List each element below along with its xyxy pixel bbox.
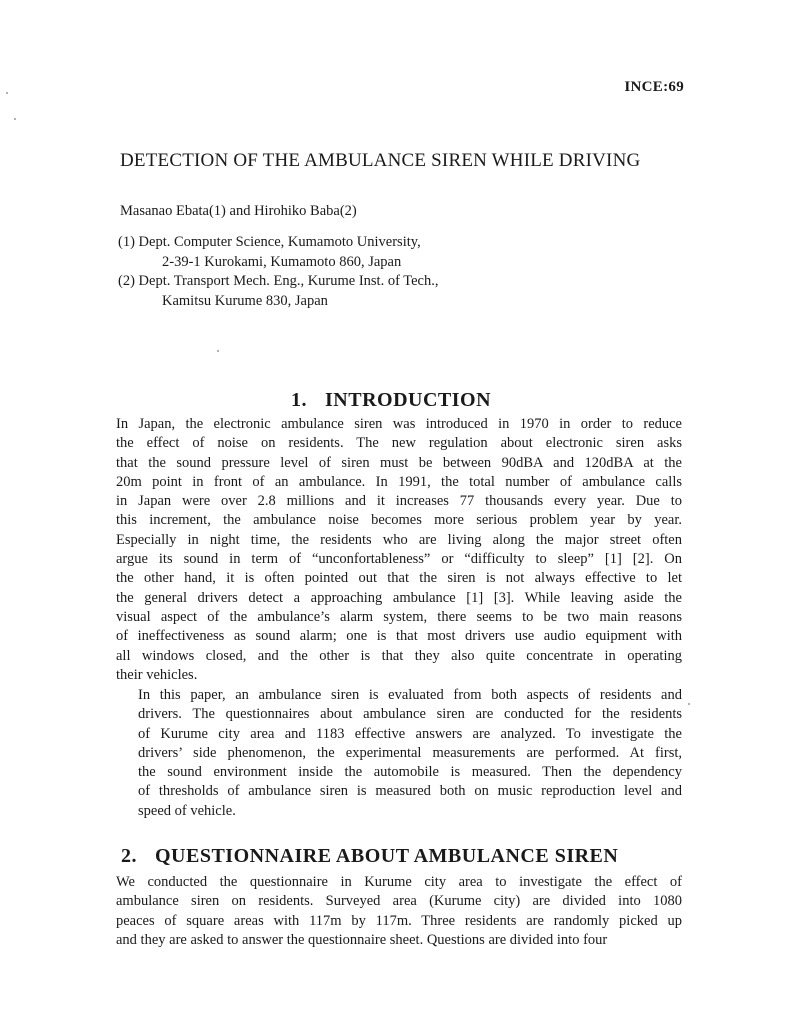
section-1-paragraph-1 xyxy=(116,415,682,685)
text-line: the other hand, it is often pointed out that the siren is not always effective to let xyxy=(116,570,682,587)
affiliation-1-line1: (1) Dept. Computer Science, Kumamoto University, xyxy=(118,234,421,250)
paper-code: INCE:69 xyxy=(624,79,684,95)
affiliation-2-line1: (2) Dept. Transport Mech. Eng., Kurume Inst. of Tech., xyxy=(118,273,439,289)
section-2-paragraph-1 xyxy=(116,873,682,950)
text-line: speed of vehicle. xyxy=(138,802,236,819)
section-1-title: INTRODUCTION xyxy=(325,389,492,411)
section-1-heading xyxy=(291,389,491,412)
text-line: In Japan, the electronic ambulance siren was introduced in 1970 in order to reduce xyxy=(116,416,682,432)
text-line: Especially in night time, the residents who are living along the major street often xyxy=(116,531,682,548)
text-line: the general drivers detect a approaching ambulance [1] [3]. While leaving aside the xyxy=(116,589,682,606)
scan-speck xyxy=(688,703,690,705)
text-line: In this paper, an ambulance siren is evaluated from both aspects of residents and xyxy=(138,687,682,703)
section-2-title: QUESTIONNAIRE ABOUT AMBULANCE SIREN xyxy=(155,845,619,867)
text-line: this increment, the ambulance noise becomes more serious problem year by year. xyxy=(116,512,682,529)
text-line: argue its sound in term of “unconfortableness” or “difficulty to sleep” [1] [2]. On xyxy=(116,551,682,568)
section-1-paragraph-2 xyxy=(116,686,682,821)
paper-title: DETECTION OF THE AMBULANCE SIREN WHILE DRIVING xyxy=(120,150,641,171)
text-line: the effect of noise on residents. The new regulation about electronic siren asks xyxy=(116,435,682,452)
paper-authors: Masanao Ebata(1) and Hirohiko Baba(2) xyxy=(120,203,357,219)
text-line: 20m point in front of an ambulance. In 1991, the total number of ambulance calls xyxy=(116,473,682,490)
section-2-heading xyxy=(121,845,618,868)
affiliation-1-line2: 2-39-1 Kurokami, Kumamoto 860, Japan xyxy=(162,253,402,270)
scan-speck xyxy=(14,118,16,120)
text-line: the sound environment inside the automobile is measured. Then the dependency xyxy=(138,764,682,781)
text-line: drivers’ side phenomenon, the experimental measurements are performed. At first, xyxy=(138,744,682,761)
text-line: in Japan were over 2.8 millions and it increases 77 thousands every year. Due to xyxy=(116,493,682,510)
scan-speck xyxy=(217,350,219,352)
text-line: of thresholds of ambulance siren is measured both on music reproduction level and xyxy=(138,783,682,800)
section-1-number: 1. xyxy=(291,389,307,411)
text-line: visual aspect of the ambulance’s alarm system, there seems to be two main reasons xyxy=(116,608,682,625)
scan-speck xyxy=(6,92,8,94)
text-line: of ineffectiveness as sound alarm; one is that most drivers use audio equipment with xyxy=(116,628,682,645)
text-line: of Kurume city area and 1183 effective answers are analyzed. To investigate the xyxy=(138,725,682,742)
section-2-number: 2. xyxy=(121,845,137,867)
text-line: ambulance siren on residents. Surveyed area (Kurume city) are divided into 1080 xyxy=(116,893,682,910)
affiliation-1 xyxy=(118,233,421,272)
affiliation-2-line2: Kamitsu Kurume 830, Japan xyxy=(162,292,328,309)
text-line: that the sound pressure level of siren must be between 90dBA and 120dBA at the xyxy=(116,454,682,471)
text-line: peaces of square areas with 117m by 117m. Three residents are randomly picked up xyxy=(116,912,682,929)
text-line: drivers. The questionnaires about ambulance siren are conducted for the residents xyxy=(138,706,682,723)
text-line: their vehicles. xyxy=(116,666,198,683)
text-line: all windows closed, and the other is that they also quite concentrate in operating xyxy=(116,647,682,664)
text-line: We conducted the questionnaire in Kurume city area to investigate the effect of xyxy=(116,874,682,890)
affiliation-2 xyxy=(118,272,439,311)
text-line: and they are asked to answer the questionnaire sheet. Questions are divided into four xyxy=(116,931,608,948)
